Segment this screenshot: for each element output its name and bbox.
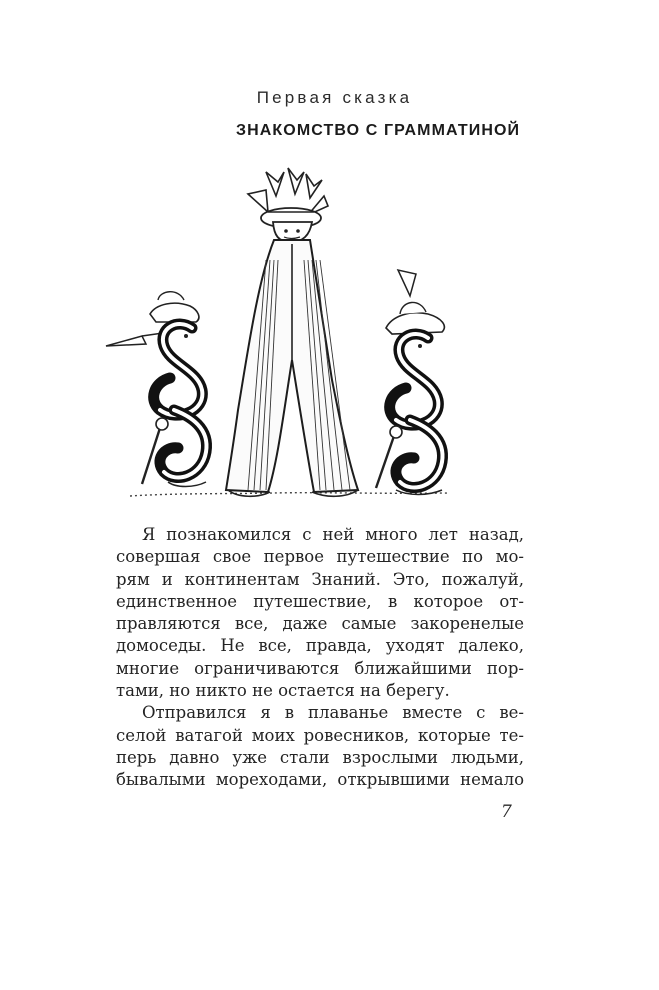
grammatina-figure	[226, 168, 358, 496]
text-line: Отправился я в плаванье вместе с ве-	[142, 703, 524, 723]
right-section-sign-figure	[376, 270, 444, 495]
left-section-sign-figure	[106, 292, 207, 487]
text-line: тами, но никто не остается на берегу.	[116, 681, 450, 701]
text-line: Я познакомился с ней много лет назад,	[142, 525, 524, 544]
paragraph-2	[116, 702, 524, 791]
text-line: бывалыми мореходами, открывшими немало	[116, 770, 524, 790]
text-line: совершая свое первое путешествие по мо-	[116, 547, 524, 567]
pen-nib-crown-icon	[248, 168, 328, 228]
paragraph-1	[116, 524, 524, 702]
ground-line	[130, 493, 448, 496]
text-line: домоседы. Не все, правда, уходят далеко,	[116, 636, 524, 656]
text-line: единственное путешествие, в которое от-	[116, 591, 524, 611]
page-number: 7	[501, 802, 512, 822]
text-line: перь давно уже стали взрослыми людьми,	[116, 747, 524, 767]
text-line: правляются все, даже самые закоренелые	[116, 614, 524, 634]
text-line: рям и континентам Знаний. Это, пожалуй,	[116, 569, 524, 589]
body-text	[116, 524, 524, 792]
chapter-title: ЗНАКОМСТВО С ГРАММАТИНОЙ	[236, 122, 521, 139]
text-line: многие ограничиваются ближайшими пор-	[116, 658, 524, 678]
chapter-illustration	[98, 160, 478, 510]
text-line: селой ватагой моих ровесников, которые те-	[116, 725, 524, 745]
chapter-kicker: Первая сказка	[256, 88, 413, 107]
